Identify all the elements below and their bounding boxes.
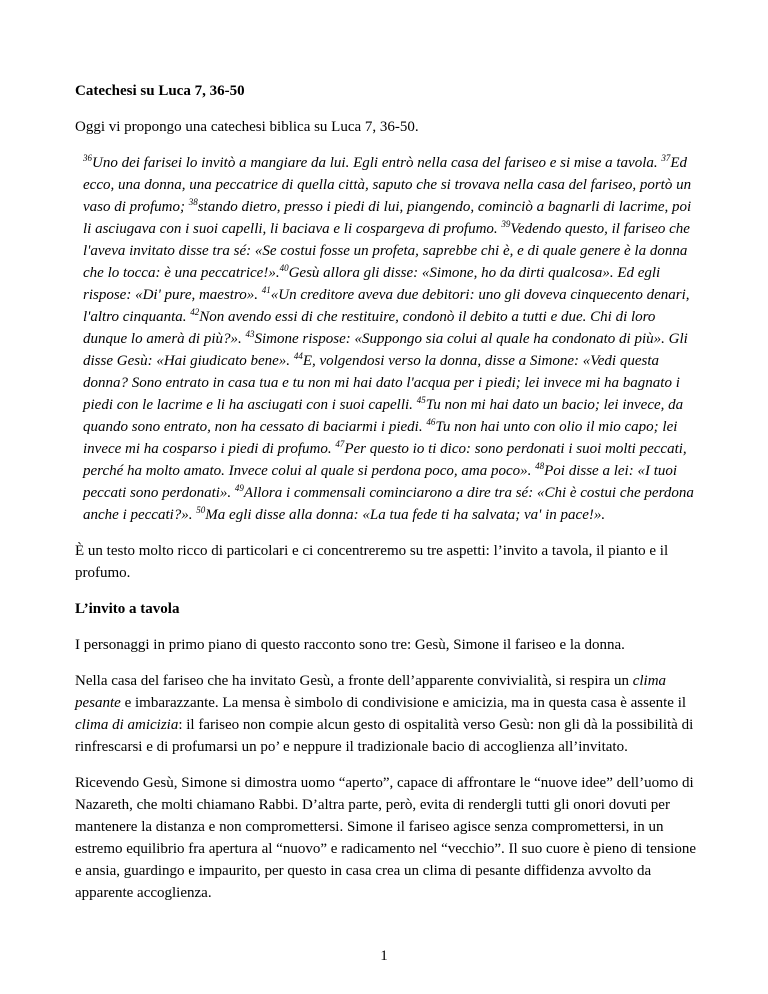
verse-number: 42 — [190, 307, 200, 317]
verse-text: Per questo io ti dico: sono perdonati i suoi molti peccati, perché ha molto amato. Invece colui al quale si perdona poco, ama poco». — [83, 441, 687, 479]
verse-number: 50 — [196, 505, 206, 515]
verse-number: 37 — [661, 153, 671, 163]
page-number: 1 — [380, 948, 388, 964]
verse-text: Tu non hai unto con olio il mio capo; lei invece mi ha cosparso i piedi di profumo. — [83, 419, 678, 457]
verse-number: 49 — [234, 483, 244, 493]
verse-text: Poi disse a lei: «I tuoi peccati sono perdonati». — [83, 463, 678, 501]
verse-number: 39 — [501, 219, 511, 229]
document-title: Catechesi su Luca 7, 36-50 — [75, 83, 245, 99]
intro-paragraph: Oggi vi propongo una catechesi biblica su Luca 7, 36-50. — [75, 119, 419, 135]
verse-text: E, volgendosi verso la donna, disse a Simone: «Vedi questa donna? Sono entrato in casa tua e tu non mi hai dato l'acqua per i piedi; lei invece mi ha bagnato i piedi con le lacrime e li ha asciugati con i suoi capelli. — [83, 353, 680, 413]
text-run: : il fariseo non compie alcun gesto di ospitalità verso Gesù: non gli dà la possibilità di rinfrescarsi e di profumarsi un po’ e neppure il tradizionale bacio di accoglienza all’invitato. — [75, 717, 694, 755]
summary-paragraph: È un testo molto ricco di particolari e ci concentreremo su tre aspetti: l’invito a tavola, il pianto e il profumo. — [75, 543, 669, 581]
verse-number: 41 — [261, 285, 271, 295]
verse-text: Simone rispose: «Suppongo sia colui al quale ha condonato di più». Gli disse Gesù: «Hai giudicato bene». — [83, 331, 688, 369]
section-heading: L’invito a tavola — [75, 601, 180, 617]
characters-paragraph: I personaggi in primo piano di questo racconto sono tre: Gesù, Simone il fariseo e la donna. — [75, 637, 625, 653]
verse-text: stando dietro, presso i piedi di lui, piangendo, cominciò a bagnarli di lacrime, poi li asciugava con i suoi capelli, li baciava e li cospargeva di profumo. — [83, 199, 692, 237]
verse-number: 48 — [535, 461, 545, 471]
text-run: Nella casa del fariseo che ha invitato Gesù, a fronte dell’apparente convivialità, si respira un — [75, 673, 633, 689]
verse-text: «Un creditore aveva due debitori: uno gli doveva cinquecento denari, l'altro cinquanta. — [83, 287, 690, 325]
emphasis-text: clima pesante — [75, 673, 667, 711]
verse-text: Allora i commensali cominciarono a dire tra sé: «Chi è costui che perdona anche i peccati?». — [83, 485, 694, 523]
scripture-quote — [75, 152, 701, 526]
verse-number: 45 — [416, 395, 426, 405]
verse-number: 44 — [293, 351, 303, 361]
verse-text: Tu non mi hai dato un bacio; lei invece, da quando sono entrato, non ha cessato di baciarmi i piedi. — [83, 397, 684, 435]
verse-text: Ma egli disse alla donna: «La tua fede ti ha salvata; va' in pace!». — [205, 507, 606, 523]
atmosphere-paragraph — [75, 670, 701, 758]
verse-text: Vedendo questo, il fariseo che l'aveva invitato disse tra sé: «Se costui fosse un profeta, saprebbe chi è, e di quale genere è la donna che lo tocca: è una peccatrice!». — [83, 221, 690, 281]
document-page — [75, 80, 701, 918]
simone-paragraph: Ricevendo Gesù, Simone si dimostra uomo “aperto”, capace di affrontare le “nuove idee” dell’uomo di Nazareth, che molti chiamano Rabbi. D’altra parte, però, evita di rendergli tutti gli onori dovuti per mantenere la distanza e non compromettersi. Simone il fariseo agisce senza compromettersi, in un estremo equilibrio fra apertura al “nuovo” e radicamento nel “vecchio”. Il suo cuore è pieno di tensione e ansia, guardingo e impaurito, per questo in casa crea un clima di pesante diffidenza avvolto da apparente accoglienza. — [75, 775, 696, 901]
verse-text: Gesù allora gli disse: «Simone, ho da dirti qualcosa». Ed egli rispose: «Di' pure, maestro». — [83, 265, 661, 303]
verse-text: Uno dei farisei lo invitò a mangiare da lui. Egli entrò nella casa del fariseo e si mise a tavola. — [92, 155, 662, 171]
verse-number: 47 — [335, 439, 345, 449]
verse-number: 40 — [279, 263, 289, 273]
emphasis-text: clima di amicizia — [75, 717, 179, 733]
verse-number: 36 — [83, 153, 92, 163]
verse-text: Non avendo essi di che restituire, condonò il debito a tutti e due. Chi di loro dunque lo amerà di più?». — [83, 309, 656, 347]
verse-text: Ed ecco, una donna, una peccatrice di quella città, saputo che si trovava nella casa del fariseo, portò un vaso di profumo; — [83, 155, 692, 215]
verse-number: 46 — [426, 417, 436, 427]
verse-number: 43 — [245, 329, 255, 339]
text-run: e imbarazzante. La mensa è simbolo di condivisione e amicizia, ma in questa casa è assente il — [120, 695, 687, 711]
verse-number: 38 — [188, 197, 198, 207]
